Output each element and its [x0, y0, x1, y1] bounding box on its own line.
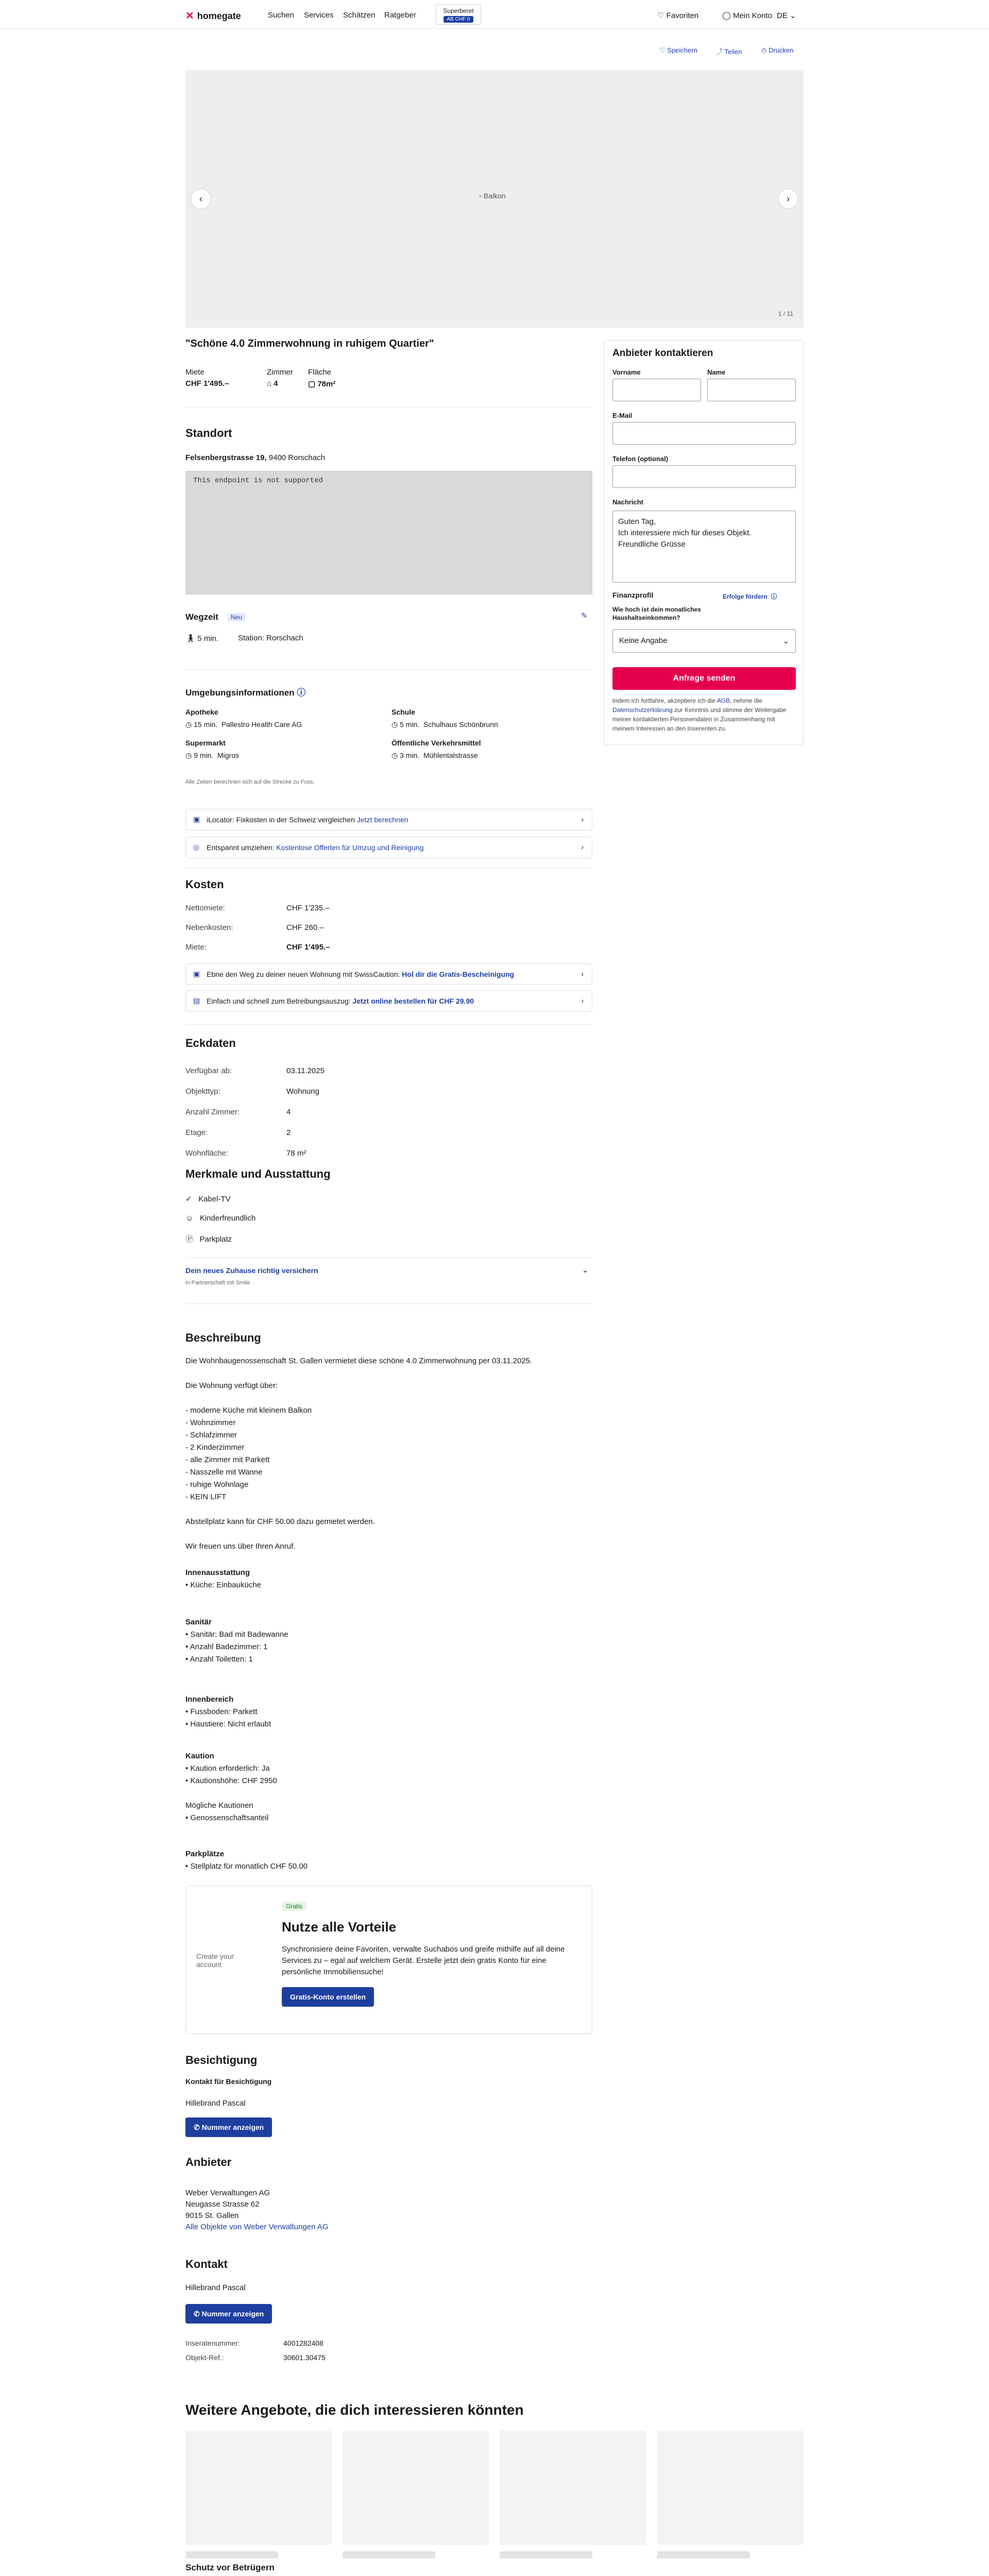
offer-placeholder-line: [185, 2551, 278, 2558]
message-label: Nachricht: [612, 498, 643, 506]
print-label: Drucken: [769, 46, 794, 54]
contact-value: 30601.30475: [283, 2353, 326, 2362]
desc-item-text: Genossenschaftsanteil: [190, 1814, 269, 1822]
share-label: Teilen: [724, 48, 742, 56]
favorites-link[interactable]: ♡ Favoriten: [657, 11, 699, 20]
contact-label: Inseratenummer:: [185, 2339, 240, 2347]
cost-value: CHF 1'235.–: [286, 904, 330, 912]
key-data-label: Etage:: [185, 1128, 208, 1137]
rooms-value: [267, 379, 278, 388]
child-icon: ☺: [185, 1214, 200, 1223]
logo-text: homegate: [197, 11, 241, 21]
area-icon: ▢: [308, 380, 318, 388]
area-number: 78m²: [317, 380, 336, 388]
desc-section-item: • Sanitär: Bad mit Badewanne: [185, 1630, 288, 1639]
desc-section-heading: Parkplätze: [185, 1850, 225, 1858]
poi-name: Migros: [217, 751, 240, 759]
superberet-box[interactable]: [436, 4, 481, 25]
poi-name: Schulhaus Schönbrunn: [423, 720, 498, 728]
desc-section-heading: Innenbereich: [185, 1695, 234, 1704]
finance-link-text: Erfolge fördern: [723, 593, 768, 600]
chevron-right-icon: ›: [581, 970, 584, 978]
insurance-link[interactable]: Dein neues Zuhause richtig versichern: [185, 1266, 318, 1275]
income-value: Keine Angabe: [619, 636, 668, 645]
box-text: iLocator: Fixkosten in der Schweiz vergleichen: [207, 816, 355, 824]
language-label: DE: [777, 11, 788, 20]
cost-label: Miete:: [185, 943, 207, 952]
desc-item-text: Anzahl Badezimmer: 1: [190, 1642, 268, 1651]
key-data-value: 03.11.2025: [286, 1066, 325, 1075]
key-data-label: Wohnfläche:: [185, 1149, 229, 1158]
lastname-input[interactable]: [707, 379, 796, 401]
new-badge: Neu: [228, 613, 245, 621]
rent-label: Miete: [185, 368, 204, 377]
document-icon: ▤: [193, 996, 200, 1005]
box-link[interactable]: Hol dir die Gratis-Bescheinigung: [402, 970, 515, 978]
desc-section-heading: Sanitär: [185, 1618, 212, 1626]
promo-text: Synchronisiere deine Favoriten, verwalte Suchabos und greife mithilfe auf all deine Services zu – egal auf welchem Gerät. Erstelle jetzt dein gratis Konto für eine persönliche Immobiliensuche!: [282, 1945, 565, 1976]
income-question: Wie hoch ist dein monatliches Haushaltseinkommen?: [612, 606, 701, 621]
cost-label: Nettomiete:: [185, 904, 225, 912]
email-label: E-Mail: [612, 412, 633, 419]
show-number-button[interactable]: [185, 2304, 272, 2324]
key-data-value: 78 m²: [286, 1149, 306, 1158]
language-switch[interactable]: DE ⌄: [777, 11, 796, 20]
show-number-label: Nummer anzeigen: [201, 2310, 264, 2318]
divider: [185, 1024, 592, 1025]
ilocator-box[interactable]: [185, 809, 592, 831]
desc-item-text: Stellplatz für monatlich CHF 50.00: [190, 1862, 308, 1871]
divider: [185, 407, 592, 408]
key-data-value: Wohnung: [286, 1087, 319, 1096]
viewing-sub: Kontakt für Besichtigung: [185, 2077, 272, 2086]
divider: [185, 1257, 592, 1258]
poi-label: Öffentliche Verkehrsmittel: [391, 739, 481, 747]
area-value: [308, 379, 335, 388]
desc-section-heading: Kaution: [185, 1752, 214, 1760]
nav-services[interactable]: Services: [304, 11, 334, 20]
print-button[interactable]: ⎙ Drucken: [761, 46, 794, 54]
map-message: This endpoint is not supported: [193, 477, 323, 485]
firstname-input[interactable]: [612, 379, 701, 401]
privacy-link[interactable]: Datenschutzerklärung: [612, 706, 673, 714]
chevron-right-icon: ›: [581, 843, 584, 851]
cost-value: CHF 1'495.–: [286, 943, 330, 952]
promo-image: Create your account: [196, 1952, 234, 1969]
logo-mark-icon: ✕: [185, 10, 194, 22]
location-heading: Standort: [185, 427, 232, 439]
commute-heading: Wegzeit: [185, 612, 218, 622]
info-icon: ⓘ: [771, 593, 777, 600]
commute-time-value: 5 min.: [197, 634, 219, 643]
phone-icon: ✆: [194, 2310, 202, 2318]
phone-label: Telefon (optional): [612, 455, 669, 463]
viewing-name: Hillebrand Pascal: [185, 2099, 246, 2108]
desc-item-text: Fussboden: Parkett: [190, 1707, 258, 1716]
poi-label: Apotheke: [185, 708, 218, 716]
info-icon[interactable]: ⓘ: [297, 688, 306, 698]
desc-section-item: • Genossenschaftsanteil: [185, 1814, 269, 1822]
account-promo-card: [185, 1886, 592, 2034]
listing-title: "Schöne 4.0 Zimmerwohnung in ruhigem Quartier": [185, 338, 434, 349]
desc-section-item: • Fussboden: Parkett: [185, 1707, 258, 1716]
ilocator-icon: ▣: [193, 815, 200, 823]
firstname-label: Vorname: [612, 368, 641, 376]
poi-value: ◷ 3 min. Mühlentalstrasse: [391, 751, 478, 759]
commute-time: [185, 634, 218, 643]
feature-item: [185, 1233, 232, 1244]
key-data-label: Verfügbar ab:: [185, 1066, 232, 1075]
cost-label: Nebenkosten:: [185, 923, 233, 932]
house-icon: ⌂: [267, 379, 274, 388]
poi-value: ◷ 5 min. Schulhaus Schönbrunn: [391, 720, 498, 728]
more-offers-heading: Weitere Angebote, die dich interessieren könnten: [185, 2402, 524, 2418]
email-input[interactable]: [612, 422, 796, 445]
cost-value: CHF 260.–: [286, 923, 324, 932]
costs-heading: Kosten: [185, 878, 224, 891]
address: [185, 453, 325, 462]
address-street: Felsenbergstrasse 19,: [185, 453, 267, 462]
moving-box[interactable]: [185, 837, 592, 858]
key-data-heading: Eckdaten: [185, 1037, 236, 1049]
image-gallery[interactable]: [185, 70, 804, 328]
box-link[interactable]: Jetzt berechnen: [356, 816, 408, 824]
chevron-down-icon: ⌄: [782, 637, 789, 646]
commute-station: Station: Rorschach: [238, 634, 303, 642]
promo-heading: Nutze alle Vorteile: [282, 1919, 397, 1935]
key-data-label: Anzahl Zimmer:: [185, 1108, 240, 1116]
rooms-label: Zimmer: [267, 368, 293, 377]
box-text: Einfach und schnell zum Betreibungsauszug:: [207, 997, 351, 1005]
desc-section-item: • Anzahl Toiletten: 1: [185, 1655, 253, 1664]
poi-name: Pallestro Health Care AG: [221, 720, 302, 728]
top-navigation-bar: [0, 0, 989, 29]
contact-name: Hillebrand Pascal: [185, 2283, 246, 2292]
account-link[interactable]: ◯ Mein Konto: [722, 11, 772, 20]
rent-value: CHF 1'495.–: [185, 379, 229, 388]
gallery-prev-button[interactable]: ‹: [191, 189, 211, 209]
phone-input[interactable]: [612, 465, 796, 488]
gallery-next-button[interactable]: ›: [778, 189, 798, 209]
phone-icon: ✆: [194, 2123, 202, 2131]
nav-schaetzen[interactable]: Schätzen: [343, 11, 376, 20]
box-text: Ebne den Weg zu deiner neuen Wohnung mit SwissCaution:: [207, 970, 400, 978]
provider-heading: Anbieter: [185, 2156, 232, 2168]
nav-suchen[interactable]: Suchen: [268, 11, 294, 20]
rooms-number: 4: [274, 379, 278, 388]
area-label: Fläche: [308, 368, 332, 377]
offer-card-placeholder[interactable]: [343, 2431, 489, 2545]
legal-text-part: , nehme die: [730, 697, 762, 704]
feature-item: [185, 1194, 231, 1204]
poi-value: ◷ 9 min. Migros: [185, 751, 240, 759]
superberet-tag: AB CHF 0: [444, 16, 473, 23]
show-number-label: Nummer anzeigen: [201, 2123, 264, 2131]
desc-item-text: Sanitär: Bad mit Badewanne: [190, 1630, 288, 1639]
address-city: 9400 Rorschach: [268, 453, 325, 462]
save-label: Speichern: [667, 46, 697, 54]
poi-time: 9 min.: [194, 751, 214, 759]
chevron-right-icon: ›: [581, 996, 584, 1005]
key-data-label: Objekttyp:: [185, 1087, 220, 1096]
nav-ratgeber[interactable]: Ratgeber: [384, 11, 416, 20]
offer-card-placeholder[interactable]: [185, 2431, 332, 2545]
insurance-partner: [185, 1280, 250, 1286]
poi-time: 3 min.: [400, 751, 420, 759]
poi-name: Mühlentalstrasse: [423, 751, 478, 759]
key-data-value: 2: [286, 1128, 291, 1137]
poi-time: 5 min.: [400, 720, 420, 728]
desc-item-text: Anzahl Toiletten: 1: [190, 1655, 253, 1664]
account-label: Mein Konto: [732, 11, 772, 20]
contact-form-title: Anbieter kontaktieren: [612, 348, 713, 359]
walk-icon: 🚶︎: [185, 634, 198, 643]
feature-label: Kinderfreundlich: [199, 1214, 256, 1223]
poi-label: Supermarkt: [185, 739, 226, 747]
desc-item-text: Kautionshöhe: CHF 2950: [190, 1776, 277, 1785]
show-number-button[interactable]: [185, 2117, 272, 2137]
finance-link[interactable]: [723, 592, 777, 601]
chevron-down-icon[interactable]: ⌄: [582, 1266, 589, 1275]
map[interactable]: [185, 471, 592, 595]
income-select[interactable]: [612, 629, 796, 653]
key-data-value: 4: [286, 1108, 291, 1116]
homegate-logo[interactable]: [185, 9, 241, 22]
provider-objects-link[interactable]: Alle Objekte von Weber Verwaltungen AG: [185, 2223, 329, 2231]
fraud-heading: Schutz vor Betrügern: [185, 2563, 275, 2572]
box-link[interactable]: Kostenlose Offerten für Umzug und Reinigung: [276, 843, 424, 852]
offer-placeholder-line: [343, 2551, 435, 2558]
feature-label: Kabel-TV: [198, 1195, 231, 1204]
offer-card-placeholder[interactable]: [657, 2431, 804, 2545]
feature-label: Parkplatz: [199, 1235, 232, 1244]
provider-line: Neugasse Strasse 62: [185, 2200, 260, 2209]
offer-placeholder-line: [657, 2551, 750, 2558]
legal-text-part: Indem ich fortfahre, akzeptiere ich die: [612, 697, 716, 704]
poi-label: Schule: [391, 708, 415, 716]
partner-logo: Smile: [235, 1280, 250, 1286]
desc-section-item: • Kautionshöhe: CHF 2950: [185, 1776, 277, 1785]
surroundings-heading-text: Umgebungsinformationen: [185, 688, 295, 698]
offer-placeholder-line: [500, 2551, 592, 2558]
divider: [185, 1303, 592, 1304]
desc-item-text: Haustiere: Nicht erlaubt: [190, 1720, 271, 1728]
legal-text-part: zur Kenntnis und stimme der Weitergabe meiner kontaktierten Personendaten in Zusammenhang mit meinem Interessen an den Inserenten zu.: [612, 706, 787, 732]
debt-register-box[interactable]: [185, 990, 592, 1012]
surroundings-note: Alle Zeiten berechnen sich auf die Strecke zu Fuss.: [185, 779, 315, 785]
edit-icon[interactable]: ✎: [581, 612, 588, 620]
box-link[interactable]: Jetzt online bestellen für CHF 29.90: [352, 997, 474, 1005]
desc-item-text: Küche: Einbauküche: [190, 1581, 262, 1589]
desc-section-item: • Anzahl Badezimmer: 1: [185, 1642, 268, 1651]
submit-inquiry-button[interactable]: Anfrage senden: [612, 667, 796, 690]
desc-item-text: Kaution erforderlich: Ja: [190, 1764, 270, 1773]
check-icon: ✓: [185, 1195, 199, 1204]
feature-item: [185, 1214, 255, 1223]
box-text: Entspannt umziehen:: [207, 843, 275, 852]
poi-time: 15 min.: [194, 720, 218, 728]
finance-label: Finanzprofil: [612, 591, 654, 599]
free-badge: Gratis: [282, 1902, 306, 1911]
superberet-title: Superberet: [443, 7, 474, 14]
create-account-button[interactable]: Gratis-Konto erstellen: [282, 1987, 374, 2007]
contact-value: 4001282408: [283, 2339, 323, 2347]
features-heading: Merkmale und Ausstattung: [185, 1167, 331, 1180]
desc-section-heading: Innenausstattung: [185, 1568, 250, 1577]
swisscaution-icon: ▣: [193, 970, 200, 978]
surroundings-heading: [185, 685, 305, 698]
gallery-image-alt: Balkon: [483, 192, 506, 200]
desc-section-item: • Haustiere: Nicht erlaubt: [185, 1720, 271, 1728]
save-button[interactable]: ♡ Speichern: [659, 46, 697, 54]
desc-section-item: • Küche: Einbauküche: [185, 1581, 262, 1589]
favorites-label: Favoriten: [666, 11, 699, 20]
provider-line: 9015 St. Gallen: [185, 2211, 239, 2220]
desc-section-item: • Kaution erforderlich: Ja: [185, 1764, 270, 1773]
partner-text: in Partnerschaft mit: [185, 1280, 234, 1286]
offer-card-placeholder[interactable]: [500, 2431, 646, 2545]
swisscaution-box[interactable]: [185, 963, 592, 985]
contact-form: [604, 340, 804, 745]
moving-icon: ◎: [193, 843, 200, 851]
gallery-counter: 1 / 11: [778, 310, 793, 317]
agb-link[interactable]: AGB: [717, 697, 730, 704]
desc-section-item: • Stellplatz für monatlich CHF 50.00: [185, 1862, 308, 1871]
message-textarea[interactable]: Guten Tag, Ich interessiere mich für dieses Objekt. Freundliche Grüsse: [612, 511, 796, 583]
lastname-label: Name: [707, 368, 726, 376]
viewing-heading: Besichtigung: [185, 2054, 258, 2066]
share-button[interactable]: ⤴ Teilen: [716, 48, 742, 56]
description-heading: Beschreibung: [185, 1331, 261, 1344]
contact-label: Objekt-Ref.:: [185, 2353, 224, 2362]
poi-value: ◷ 15 min. Pallestro Health Care AG: [185, 720, 302, 728]
contact-heading: Kontakt: [185, 2258, 228, 2270]
provider-line: Weber Verwaltungen AG: [185, 2189, 270, 2197]
gallery-image: ▫ Balkon: [479, 192, 506, 200]
legal-text: [612, 696, 796, 733]
description-text: Die Wohnbaugenossenschaft St. Gallen vermietet diese schöne 4.0 Zimmerwohnung per 03.11.2025. Die Wohnung verfügt über: - moderne Küche mit kleinem Balkon - Wohnzimmer - Schlafzimmer - 2 Kinderzimmer - alle Zimmer mit Parkett - Nasszelle mit Wanne - ruhige Wohnlage - KEIN LIFT Abstellplatz kann für CHF 50.00 dazu gemietet werden. Wir freuen uns über Ihren Anruf.: [185, 1357, 533, 1551]
chevron-right-icon: ›: [581, 815, 584, 823]
desc-section-heading: Mögliche Kautionen: [185, 1801, 253, 1810]
parking-icon: Ⓟ: [185, 1235, 200, 1244]
